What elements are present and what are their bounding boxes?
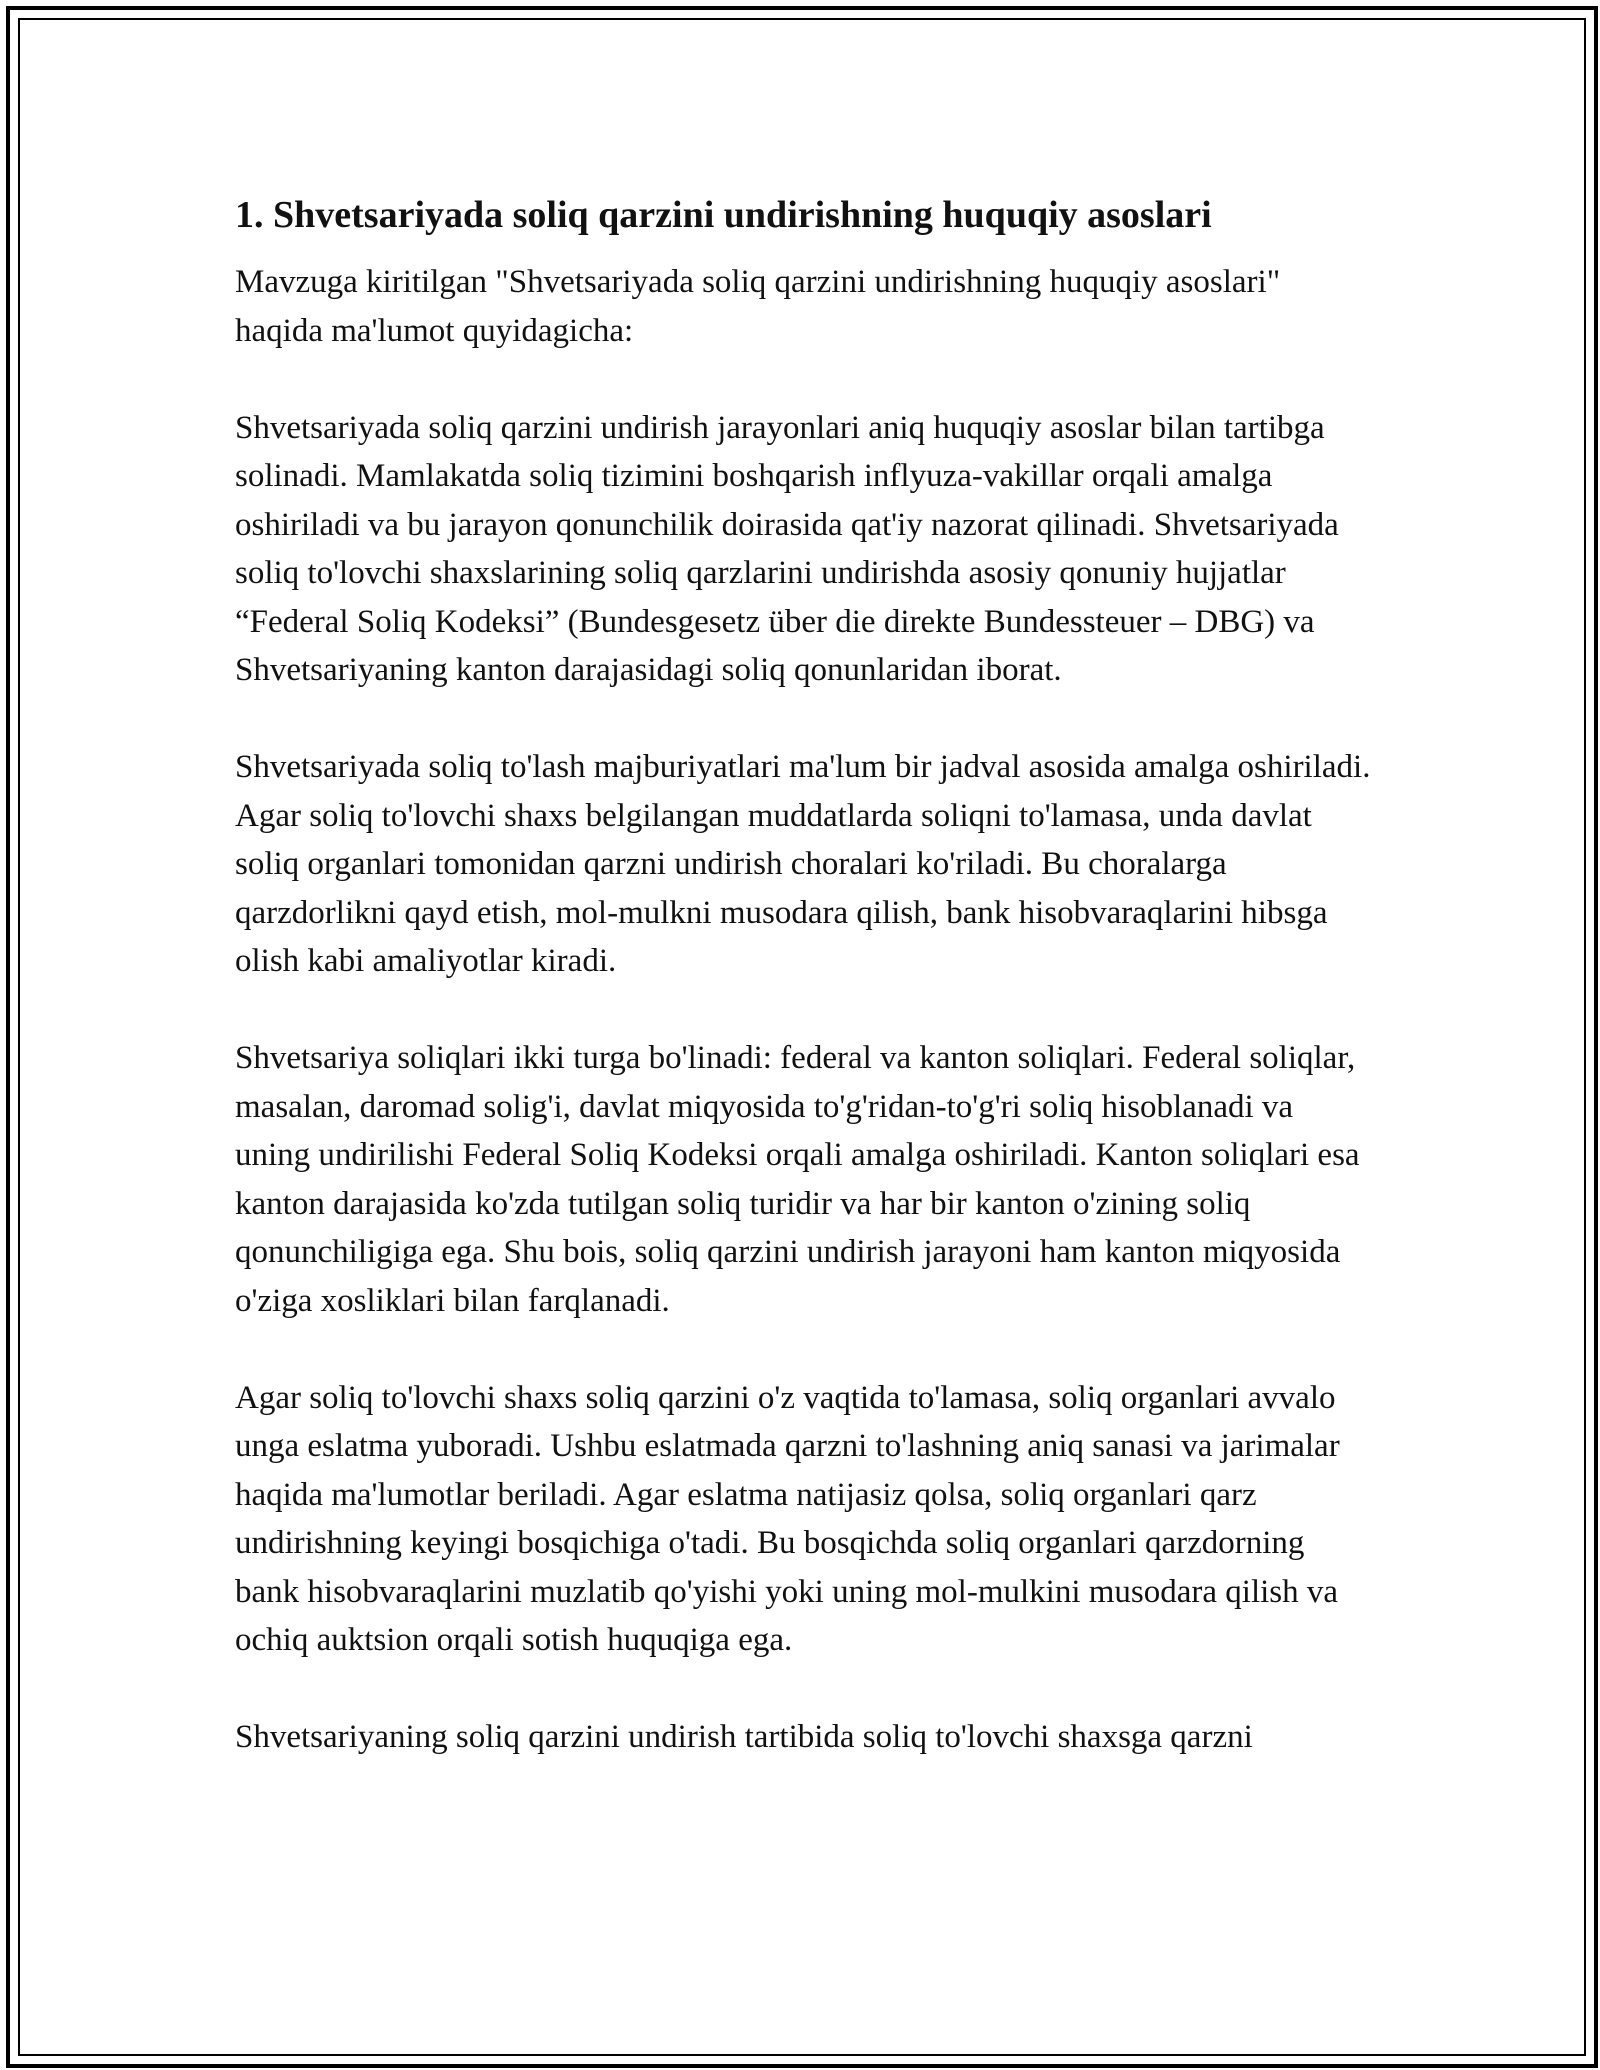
paragraph-payment-obligations: Shvetsariyada soliq to'lash majburiyatlari ma'lum bir jadval asosida amalga oshiriladi. Agar soliq to'lovchi shaxs belgilangan muddatlarda soliqni to'lamasa, unda davlat soliq organlari tomonidan qarzni undirish choralari ko'riladi. Bu choralarga qarzdorlikni qayd etish, mol-mulkni musodara qilish, bank hisobvaraqlarini hibsga olish kabi amaliyotlar kiradi. <box>235 749 1371 979</box>
paragraph-continuation: Shvetsariyaning soliq qarzini undirish tartibida soliq to'lovchi shaxsga qarzni <box>235 1719 1253 1755</box>
paragraph-legal-basis: Shvetsariyada soliq qarzini undirish jarayonlari aniq huquqiy asoslar bilan tartibga solinadi. Mamlakatda soliq tizimini boshqarish inflyuza-vakillar orqali amalga oshiriladi va bu jarayon qonunchilik doirasida qat'iy nazorat qilinadi. Shvetsariyada soliq to'lovchi shaxslarining soliq qarzlarini undirishda asosiy qonuniy hujjatlar “Federal Soliq Kodeksi” (Bundesgesetz über die direkte Bundessteuer – DBG) va Shvetsariyaning kanton darajasidagi soliq qonunlaridan iborat. <box>235 409 1339 688</box>
document-title: 1. Shvetsariyada soliq qarzini undirishning huquqiy asoslari <box>235 194 1212 236</box>
paragraph-intro: Mavzuga kiritilgan "Shvetsariyada soliq qarzini undirishning huquqiy asoslari" haqida ma'lumot quyidagicha: <box>235 264 1281 349</box>
paragraph-tax-types: Shvetsariya soliqlari ikki turga bo'linadi: federal va kanton soliqlari. Federal soliqlar, masalan, daromad solig'i, davlat miqyosida to'g'ridan-to'g'ri soliq hisoblanadi va uning undirilishi Federal Soliq Kodeksi orqali amalga oshiriladi. Kanton soliqlari esa kanton darajasida ko'zda tutilgan soliq turidir va har bir kanton o'zining soliq qonunchiligiga ega. Shu bois, soliq qarzini undirish jarayoni ham kanton miqyosida o'ziga xosliklari bilan farqlanadi. <box>235 1040 1360 1319</box>
document-body <box>235 188 1375 1762</box>
paragraph-collection-process: Agar soliq to'lovchi shaxs soliq qarzini o'z vaqtida to'lamasa, soliq organlari avvalo unga eslatma yuboradi. Ushbu eslatmada qarzni to'lashning aniq sanasi va jarimalar haqida ma'lumotlar beriladi. Agar eslatma natijasiz qolsa, soliq organlari qarz undirishning keyingi bosqichiga o'tadi. Bu bosqichda soliq organlari qarzdorning bank hisobvaraqlarini muzlatib qo'yishi yoki uning mol-mulkini musodara qilish va ochiq auktsion orqali sotish huquqiga ega. <box>235 1379 1340 1658</box>
